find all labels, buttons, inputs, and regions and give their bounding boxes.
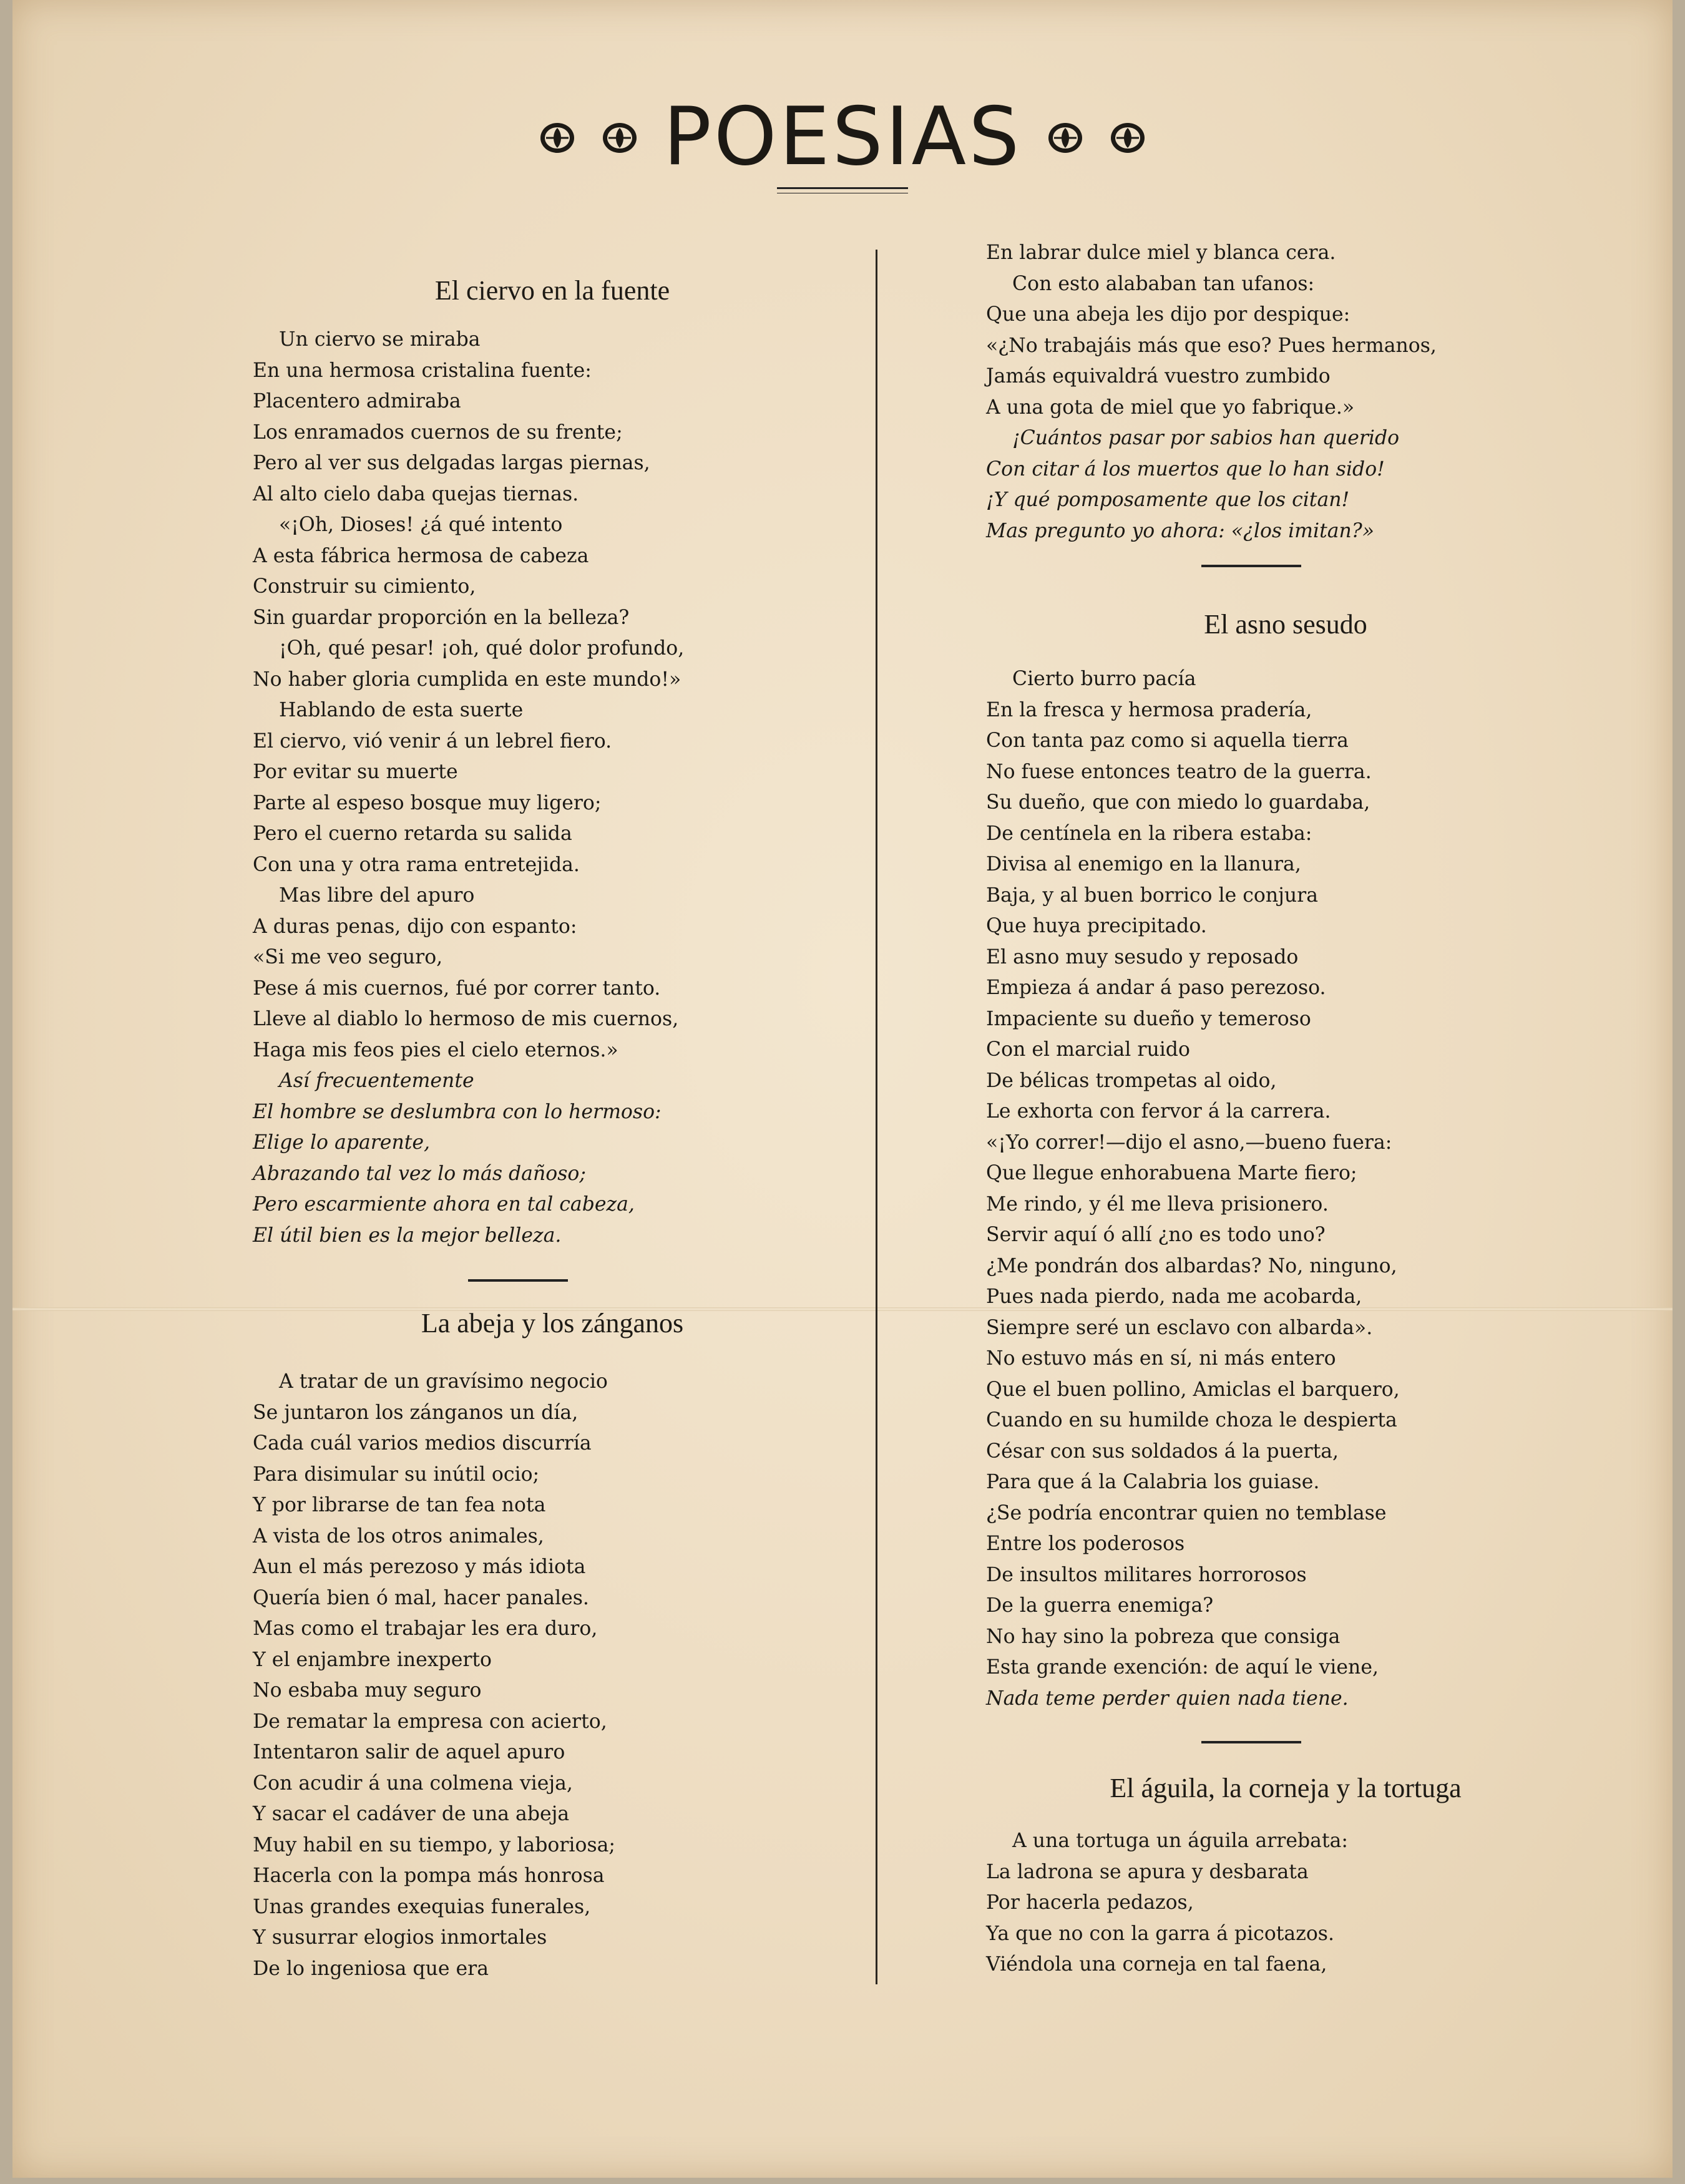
verse-line: El ciervo, vió venir á un lebrel fiero. <box>253 729 612 753</box>
verse-line: El asno muy sesudo y reposado <box>986 945 1299 968</box>
verse-line: Elige lo aparente, <box>253 1131 431 1154</box>
verse-line: Hacerla con la pompa más honrosa <box>253 1865 605 1887</box>
verse-line: Entre los poderosos <box>986 1533 1185 1555</box>
verse-line: Un ciervo se miraba <box>279 328 481 351</box>
verse-line: Por evitar su muerte <box>253 761 458 783</box>
verse-line: No estuvo más en sí, ni más entero <box>986 1347 1336 1370</box>
verse-line: No fuese entonces teatro de la guerra. <box>986 760 1372 783</box>
poem-separator <box>468 1279 568 1282</box>
verse-line: En la fresca y hermosa pradería, <box>986 698 1312 721</box>
poem-title: El ciervo en la fuente <box>434 275 670 306</box>
verse-line: Nada teme perder quien nada tiene. <box>986 1687 1349 1710</box>
verse-line: De rematar la empresa con acierto, <box>253 1710 607 1733</box>
page-title: POESIAS <box>663 90 1022 183</box>
verse-line: Cuando en su humilde choza le despierta <box>986 1409 1397 1431</box>
verse-line: Por hacerla pedazos, <box>986 1891 1194 1914</box>
poem-verses <box>986 238 1610 547</box>
verse-line: ¡Oh, qué pesar! ¡oh, qué dolor profundo, <box>279 637 685 660</box>
poem-title: El asno sesudo <box>1204 609 1367 640</box>
verse-line: De lo ingeniosa que era <box>253 1957 489 1980</box>
verse-line: Le exhorta con fervor á la carrera. <box>986 1100 1331 1123</box>
verse-line: A esta fábrica hermosa de cabeza <box>253 544 589 567</box>
verse-line: Se juntaron los zánganos un día, <box>253 1401 579 1424</box>
verse-line: Aun el más perezoso y más idiota <box>253 1556 586 1578</box>
verse-line: Con esto alababan tan ufanos: <box>1012 272 1315 295</box>
verse-line: Parte al espeso bosque muy ligero; <box>253 791 602 814</box>
verse-line: Ya que no con la garra á picotazos. <box>986 1922 1334 1945</box>
verse-line: A duras penas, dijo con espanto: <box>253 915 577 938</box>
verse-line: «¡Yo correr!—dijo el asno,—bueno fuera: <box>986 1131 1392 1154</box>
verse-line: Y por librarse de tan fea nota <box>253 1494 546 1516</box>
verse-line: Baja, y al buen borrico le conjura <box>986 884 1319 907</box>
poem-verses <box>986 664 1610 1714</box>
verse-line: ¿Se podría encontrar quien no temblase <box>986 1501 1387 1524</box>
verse-line: Su dueño, que con miedo lo guardaba, <box>986 791 1370 814</box>
verse-line: No haber gloria cumplida en este mundo!» <box>253 668 681 691</box>
verse-line: «Si me veo seguro, <box>253 946 443 968</box>
title-row <box>12 90 1673 183</box>
verse-line: A una gota de miel que yo fabrique.» <box>986 396 1355 419</box>
poem-separator <box>1201 565 1301 567</box>
verse-line: «¿No trabajáis más que eso? Pues hermanos, <box>986 334 1437 357</box>
verse-line: Placentero admiraba <box>253 390 461 412</box>
verse-line: Mas pregunto yo ahora: «¿los imitan?» <box>986 519 1375 542</box>
verse-line: Pues nada pierdo, nada me acobarda, <box>986 1285 1362 1308</box>
verse-line: ¡Y qué pomposamente que los citan! <box>986 489 1350 511</box>
verse-line: Los enramados cuernos de su frente; <box>253 421 623 444</box>
verse-line: Servir aquí ó allí ¿no es todo uno? <box>986 1224 1326 1246</box>
verse-line: Muy habil en su tiempo, y laboriosa; <box>253 1833 615 1856</box>
verse-line: ¡Cuántos pasar por sabios han querido <box>1012 427 1400 449</box>
verse-line: Abrazando tal vez lo más dañoso; <box>253 1162 586 1185</box>
paper-sheet <box>12 0 1673 2178</box>
verse-line: Y susurrar elogios inmortales <box>253 1926 547 1949</box>
ornament-icon <box>539 119 576 155</box>
verse-line: A vista de los otros animales, <box>253 1524 544 1548</box>
verse-line: Que el buen pollino, Amiclas el barquero, <box>986 1378 1400 1401</box>
verse-line: Pero escarmiente ahora en tal cabeza, <box>253 1193 635 1216</box>
verse-line: Para que á la Calabria los guiase. <box>986 1471 1320 1493</box>
verse-line: De centínela en la ribera estaba: <box>986 822 1312 845</box>
title-rule <box>777 187 908 193</box>
verse-line: De insultos militares horrorosos <box>986 1563 1307 1586</box>
verse-line: No hay sino la pobreza que consiga <box>986 1625 1341 1648</box>
verse-line: Con tanta paz como si aquella tierra <box>986 729 1349 752</box>
verse-line: No esbaba muy seguro <box>253 1679 482 1702</box>
verse-line: La ladrona se apura y desbarata <box>986 1860 1309 1883</box>
verse-line: A una tortuga un águila arrebata: <box>1012 1830 1349 1852</box>
verse-line: Sin guardar proporción en la belleza? <box>253 606 630 629</box>
ornament-icon <box>1109 119 1146 155</box>
poem-title: El águila, la corneja y la tortuga <box>1110 1773 1462 1803</box>
verse-line: Cada cuál varios medios discurría <box>253 1432 592 1455</box>
poem-separator <box>1201 1741 1301 1743</box>
verse-line: Así frecuentemente <box>279 1070 474 1092</box>
verse-line: Y el enjambre inexperto <box>253 1648 492 1671</box>
poem-verses <box>253 324 877 1251</box>
verse-line: Con una y otra rama entretejida. <box>253 853 580 876</box>
poem-verses <box>986 1826 1610 1981</box>
verse-line: De la guerra enemiga? <box>986 1594 1214 1617</box>
verse-line: Intentaron salir de aquel apuro <box>253 1741 565 1763</box>
verse-line: Cierto burro pacía <box>1012 668 1196 690</box>
verse-line: Mas libre del apuro <box>279 884 475 907</box>
verse-line: ¿Me pondrán dos albardas? No, ninguno, <box>986 1254 1397 1277</box>
verse-line: Con acudir á una colmena vieja, <box>253 1772 573 1795</box>
verse-line: Pese á mis cuernos, fué por correr tanto. <box>253 977 661 1000</box>
verse-line: Para disimular su inútil ocio; <box>253 1463 540 1486</box>
verse-line: Que llegue enhorabuena Marte fiero; <box>986 1162 1357 1184</box>
verse-line: Impaciente su dueño y temeroso <box>986 1007 1311 1030</box>
verse-line: Divisa al enemigo en la llanura, <box>986 853 1301 875</box>
verse-line: El hombre se deslumbra con lo hermoso: <box>253 1100 662 1123</box>
verse-line: Me rindo, y él me lleva prisionero. <box>986 1192 1329 1216</box>
verse-line: Al alto cielo daba quejas tiernas. <box>253 482 579 505</box>
verse-line: César con sus soldados á la puerta, <box>986 1440 1339 1463</box>
verse-line: De bélicas trompetas al oido, <box>986 1069 1277 1092</box>
verse-line: En labrar dulce miel y blanca cera. <box>986 241 1336 264</box>
verse-line: Unas grandes exequias funerales, <box>253 1895 591 1918</box>
verse-line: Esta grande exención: de aquí le viene, <box>986 1656 1379 1679</box>
verse-line: Que una abeja les dijo por despique: <box>986 303 1350 326</box>
ornament-icon <box>1047 119 1084 155</box>
verse-line: «¡Oh, Dioses! ¿á qué intento <box>279 514 563 536</box>
verse-line: Hablando de esta suerte <box>279 699 524 721</box>
verse-line: Construir su cimiento, <box>253 575 476 598</box>
verse-line: Haga mis feos pies el cielo eternos.» <box>253 1038 618 1061</box>
page-header <box>12 90 1673 193</box>
poem-title: La abeja y los zánganos <box>421 1308 684 1338</box>
verse-line: Quería bien ó mal, hacer panales. <box>253 1586 589 1609</box>
ornament-icon <box>601 119 638 155</box>
verse-line: El útil bien es la mejor belleza. <box>253 1224 562 1247</box>
verse-line: Con el marcial ruido <box>986 1038 1190 1061</box>
verse-line: Pero el cuerno retarda su salida <box>253 822 572 845</box>
poem-verses <box>253 1367 877 1984</box>
verse-line: Mas como el trabajar les era duro, <box>253 1617 598 1640</box>
verse-line: Viéndola una corneja en tal faena, <box>986 1953 1327 1976</box>
verse-line: Y sacar el cadáver de una abeja <box>253 1803 570 1825</box>
verse-line: Pero al ver sus delgadas largas piernas, <box>253 452 650 474</box>
verse-line: Que huya precipitado. <box>986 915 1207 937</box>
verse-line: Con citar á los muertos que lo han sido! <box>986 457 1385 480</box>
verse-line: Empieza á andar á paso perezoso. <box>986 977 1326 999</box>
verse-line: En una hermosa cristalina fuente: <box>253 359 592 382</box>
verse-line: A tratar de un gravísimo negocio <box>279 1370 608 1393</box>
verse-line: Siempre seré un esclavo con albarda». <box>986 1316 1373 1339</box>
verse-line: Jamás equivaldrá vuestro zumbido <box>986 365 1331 388</box>
verse-line: Lleve al diablo lo hermoso de mis cuernos, <box>253 1008 679 1030</box>
